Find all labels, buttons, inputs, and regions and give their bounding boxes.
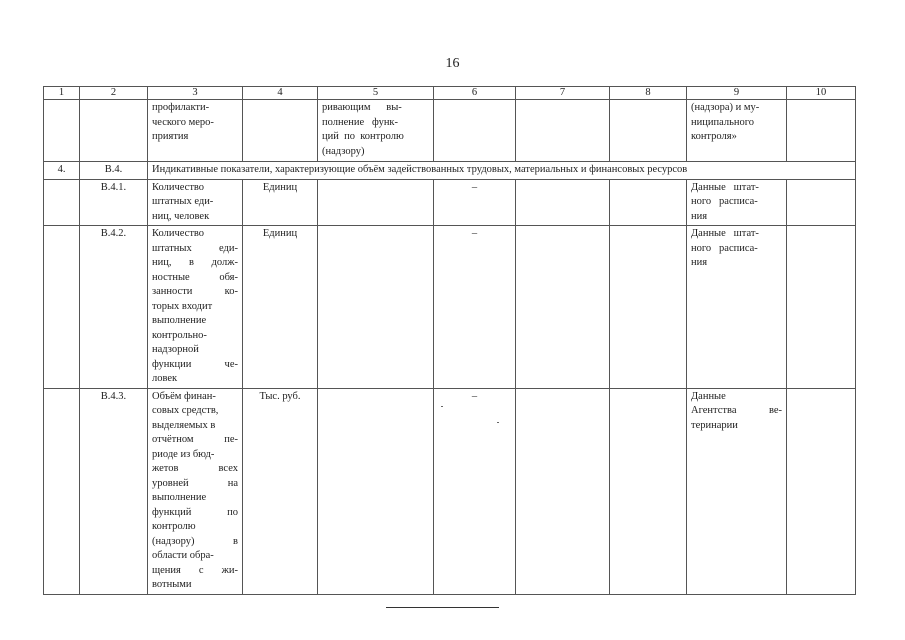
section-title: Индикативные показатели, характеризующие объём задействованных трудовых, материальных и финансовых ресурсов: [148, 162, 856, 180]
column-number: 3: [148, 87, 243, 100]
indicator-value: –: [434, 388, 516, 594]
continued-source-cell: (надзора) и му- ниципального контроля»: [687, 100, 787, 162]
indicator-unit: Тыс. руб.: [243, 388, 318, 594]
table-row: [44, 226, 856, 389]
continuation-row: [44, 100, 856, 162]
section-row: [44, 162, 856, 180]
indicator-source: Данные штат- ного расписа- ния: [687, 226, 787, 389]
column-number: 8: [610, 87, 687, 100]
section-code: В.4.: [80, 162, 148, 180]
indicator-code: В.4.3.: [80, 388, 148, 594]
continued-name-cell: профилакти- ческого меро- приятия: [148, 100, 243, 162]
indicator-source: Данные штат- ного расписа- ния: [687, 179, 787, 226]
indicator-value: –: [434, 226, 516, 389]
indicator-value: –: [434, 179, 516, 226]
indicator-name: Количество штатных еди- ниц, человек: [148, 179, 243, 226]
page-number: 16: [445, 56, 460, 71]
column-number: 10: [787, 87, 856, 100]
column-number-row: [44, 87, 856, 100]
scan-speck: [441, 406, 443, 407]
column-number: 5: [318, 87, 434, 100]
table-row: [44, 179, 856, 226]
table-row: [44, 388, 856, 594]
scan-speck: [497, 422, 499, 423]
column-number: 4: [243, 87, 318, 100]
indicator-name: Объём финан- совых средств, выделяемых в отчётном пе- риоде из бюд- жетов всех уровней на выполнение функций по контролю (надзору) в области обра- щения с жи- вотными: [148, 388, 243, 594]
indicator-unit: Единиц: [243, 179, 318, 226]
column-number: 2: [80, 87, 148, 100]
indicators-table: [43, 86, 856, 595]
indicator-code: В.4.2.: [80, 226, 148, 389]
indicator-code: В.4.1.: [80, 179, 148, 226]
column-number: 9: [687, 87, 787, 100]
indicator-name: Количество штатных еди- ниц, в долж- ностные обя- занности ко- торых входит выполнение контрольно- надзорной функции че- ловек: [148, 226, 243, 389]
column-number: 7: [516, 87, 610, 100]
section-number: 4.: [44, 162, 80, 180]
indicator-source: Данные Агентства ве- теринарии: [687, 388, 787, 594]
column-number: 1: [44, 87, 80, 100]
column-number: 6: [434, 87, 516, 100]
indicator-unit: Единиц: [243, 226, 318, 389]
continued-method-cell: ривающим вы- полнение функ- ций по контролю (надзору): [318, 100, 434, 162]
footer-rule: [386, 607, 499, 608]
